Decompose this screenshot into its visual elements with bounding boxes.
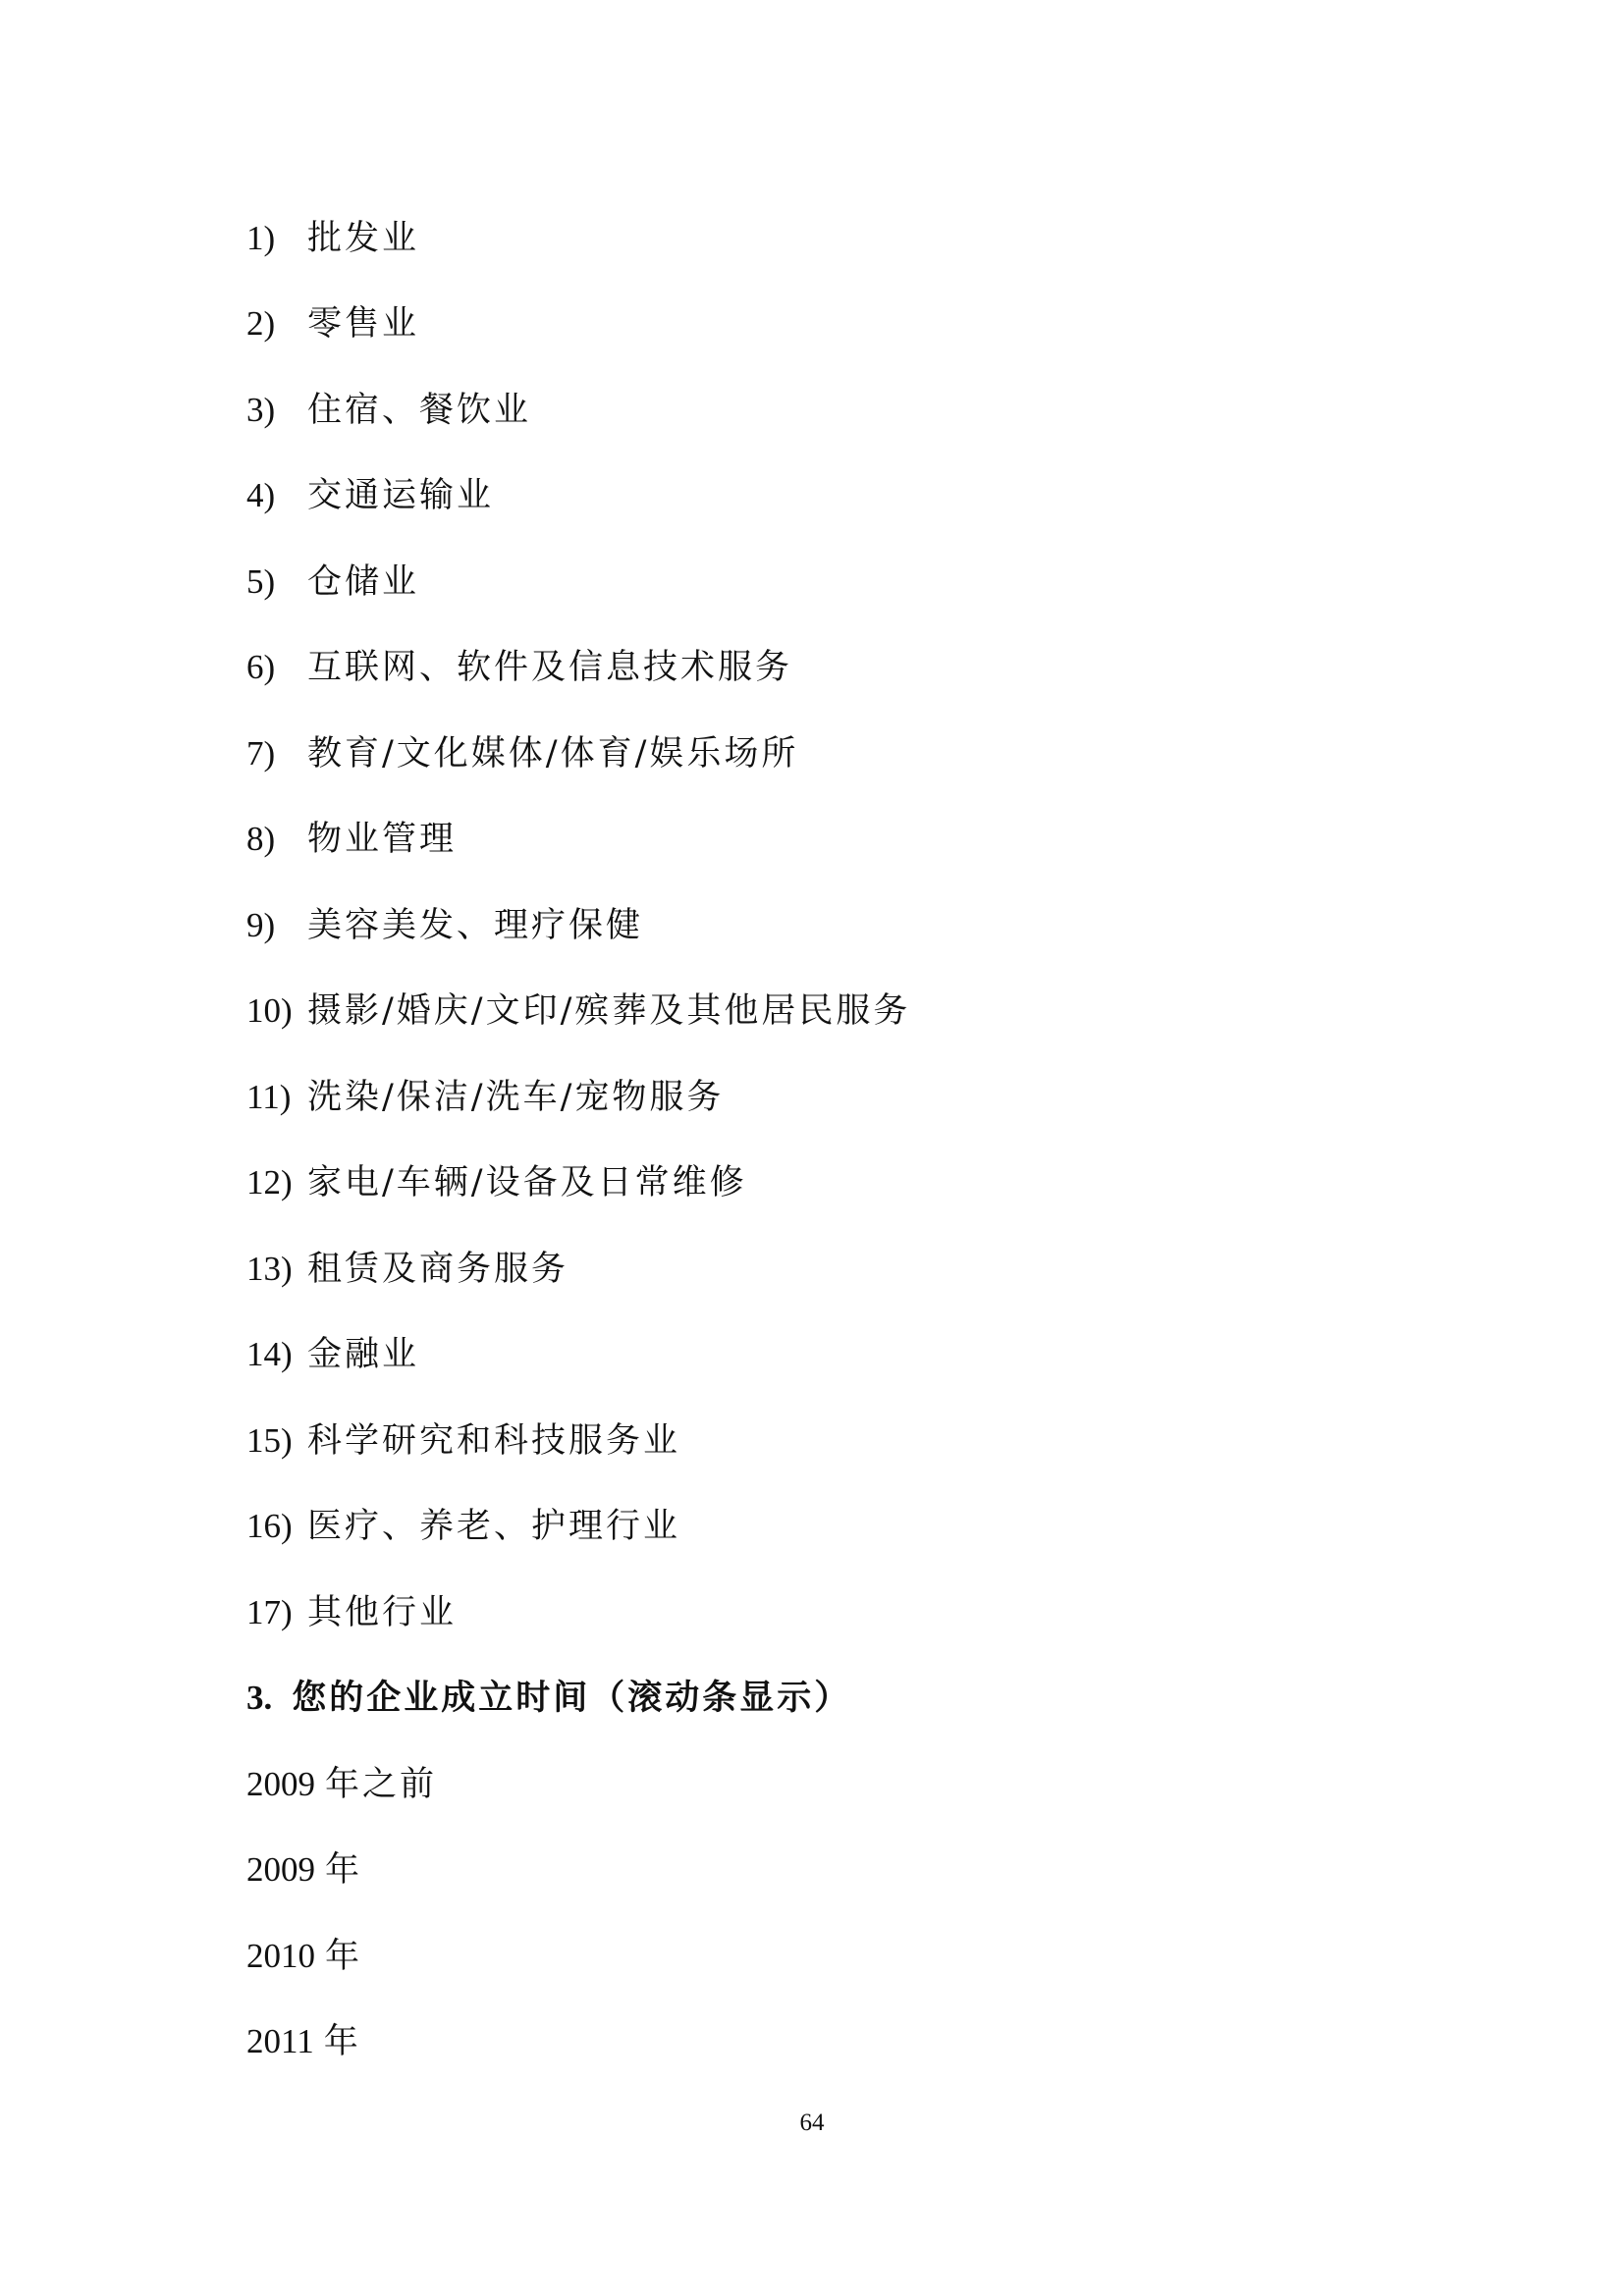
option-text: 交通运输业: [307, 476, 495, 515]
option-number: 1): [246, 219, 276, 257]
year-option-1: [246, 1763, 437, 1806]
option-number: 2): [246, 304, 276, 343]
industry-option-3: [246, 389, 531, 432]
industry-option-16: [246, 1505, 680, 1548]
industry-option-11: [246, 1076, 724, 1119]
option-text: 教育/文化媒体/体育/娱乐场所: [307, 734, 799, 774]
year-value: 2009: [246, 1850, 315, 1889]
industry-option-12: [246, 1161, 747, 1204]
year-suffix: 年: [325, 1937, 363, 1976]
question-text: 您的企业成立时间（滚动条显示）: [292, 1678, 852, 1718]
industry-option-8: [246, 818, 457, 861]
year-suffix: 年: [325, 1850, 363, 1890]
industry-option-14: [246, 1333, 419, 1376]
industry-option-1: [246, 217, 419, 260]
industry-option-10: [246, 989, 910, 1033]
option-text: 美容美发、理疗保健: [307, 906, 644, 945]
year-option-4: [246, 2020, 361, 2063]
option-number: 15): [246, 1421, 293, 1460]
option-text: 物业管理: [307, 820, 458, 859]
option-text: 其他行业: [307, 1593, 458, 1632]
option-number: 9): [246, 906, 276, 944]
industry-option-2: [246, 302, 419, 346]
option-number: 12): [246, 1163, 293, 1201]
option-text: 科学研究和科技服务业: [307, 1421, 681, 1461]
option-number: 4): [246, 476, 276, 514]
year-suffix: 年: [323, 2022, 361, 2061]
option-text: 租赁及商务服务: [307, 1250, 569, 1289]
industry-option-6: [246, 646, 792, 689]
option-text: 零售业: [307, 304, 420, 344]
option-text: 洗染/保洁/洗车/宠物服务: [307, 1078, 725, 1117]
year-value: 2010: [246, 1937, 315, 1975]
option-number: 10): [246, 991, 293, 1030]
option-text: 住宿、餐饮业: [307, 391, 532, 430]
option-text: 家电/车辆/设备及日常维修: [307, 1163, 747, 1202]
year-value: 2009: [246, 1765, 315, 1803]
industry-option-5: [246, 561, 419, 604]
industry-option-15: [246, 1419, 680, 1463]
year-suffix: 年之前: [325, 1765, 438, 1804]
industry-option-17: [246, 1591, 457, 1634]
page-number: 64: [799, 2109, 825, 2136]
option-text: 金融业: [307, 1335, 420, 1374]
option-number: 8): [246, 820, 276, 858]
option-number: 7): [246, 734, 276, 773]
option-number: 6): [246, 648, 276, 686]
option-number: 3): [246, 391, 276, 429]
year-option-3: [246, 1935, 362, 1978]
option-text: 互联网、软件及信息技术服务: [307, 648, 793, 687]
option-number: 17): [246, 1593, 293, 1631]
option-text: 摄影/婚庆/文印/殡葬及其他居民服务: [307, 991, 911, 1031]
option-number: 13): [246, 1250, 293, 1288]
industry-option-13: [246, 1248, 568, 1291]
year-option-2: [246, 1848, 362, 1892]
question-heading: [246, 1677, 851, 1720]
industry-option-9: [246, 904, 643, 947]
option-number: 5): [246, 562, 276, 601]
option-number: 14): [246, 1335, 293, 1373]
option-text: 仓储业: [307, 562, 420, 602]
year-value: 2011: [246, 2022, 314, 2060]
option-text: 批发业: [307, 219, 420, 258]
option-number: 16): [246, 1507, 293, 1545]
industry-option-4: [246, 474, 494, 517]
industry-option-7: [246, 732, 798, 775]
question-number: 3.: [246, 1679, 273, 1717]
option-text: 医疗、养老、护理行业: [307, 1507, 681, 1546]
option-number: 11): [246, 1078, 292, 1116]
